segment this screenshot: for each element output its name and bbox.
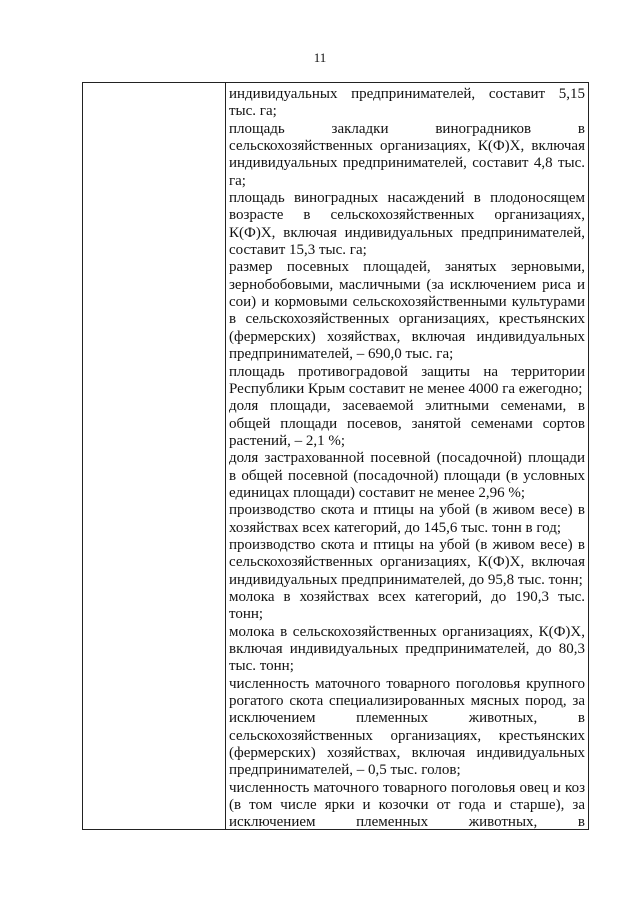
- column-divider: [225, 83, 226, 829]
- paragraph: размер посевных площадей, занятых зерновыми, зернобобовыми, масличными (за исключением риса и сои) и кормовыми сельскохозяйственными культурами в сельскохозяйственных организациях, крестьянских (фермерских) хозяйствах, включая индивидуальных предпринимателей, – 690,0 тыс. га;: [229, 259, 585, 363]
- document-table: [82, 82, 589, 830]
- paragraph: численность маточного товарного поголовья овец и коз (в том числе ярки и козочки от года и старше), за исключением племенных животных, в: [229, 779, 585, 831]
- paragraph: численность маточного товарного поголовья крупного рогатого скота специализированных мясных пород, за исключением племенных животных, в сельскохозяйственных организациях, крестьянских (фермерских) хозяйствах, включая индивидуальных предпринимателей, – 0,5 тыс. голов;: [229, 675, 585, 779]
- paragraph: доля площади, засеваемой элитными семенами, в общей площади посевов, занятой семенами сортов растений, – 2,1 %;: [229, 398, 585, 449]
- page-number: 11: [313, 50, 327, 65]
- paragraph: площадь противоградовой защиты на территории Республики Крым составит не менее 4000 га ежегодно;: [229, 363, 585, 397]
- paragraph: площадь закладки виноградников в сельскохозяйственных организациях, К(Ф)Х, включая индивидуальных предпринимателей, составит 4,8 тыс. га;: [229, 120, 585, 189]
- paragraph: индивидуальных предпринимателей, составит 5,15 тыс. га;: [229, 86, 585, 120]
- paragraph: производство скота и птицы на убой (в живом весе) в хозяйствах всех категорий, до 145,6 тыс. тонн в год;: [229, 502, 585, 536]
- paragraph: молока в сельскохозяйственных организациях, К(Ф)Х, включая индивидуальных предпринимателей, до 80,3 тыс. тонн;: [229, 623, 585, 675]
- table-cell-text: [229, 86, 585, 832]
- paragraph: производство скота и птицы на убой (в живом весе) в сельскохозяйственных организациях, К(Ф)Х, включая индивидуальных предпринимателей, до 95,8 тыс. тонн;: [229, 536, 585, 588]
- paragraph: доля застрахованной посевной (посадочной) площади в общей посевной (посадочной) площади (в условных единицах площади) составит не менее 2,96 %;: [229, 450, 585, 501]
- paragraph: молока в хозяйствах всех категорий, до 190,3 тыс. тонн;: [229, 588, 585, 623]
- paragraph: площадь виноградных насаждений в плодоносящем возрасте в сельскохозяйственных организациях, К(Ф)Х, включая индивидуальных предпринимателей, составит 15,3 тыс. га;: [229, 190, 585, 259]
